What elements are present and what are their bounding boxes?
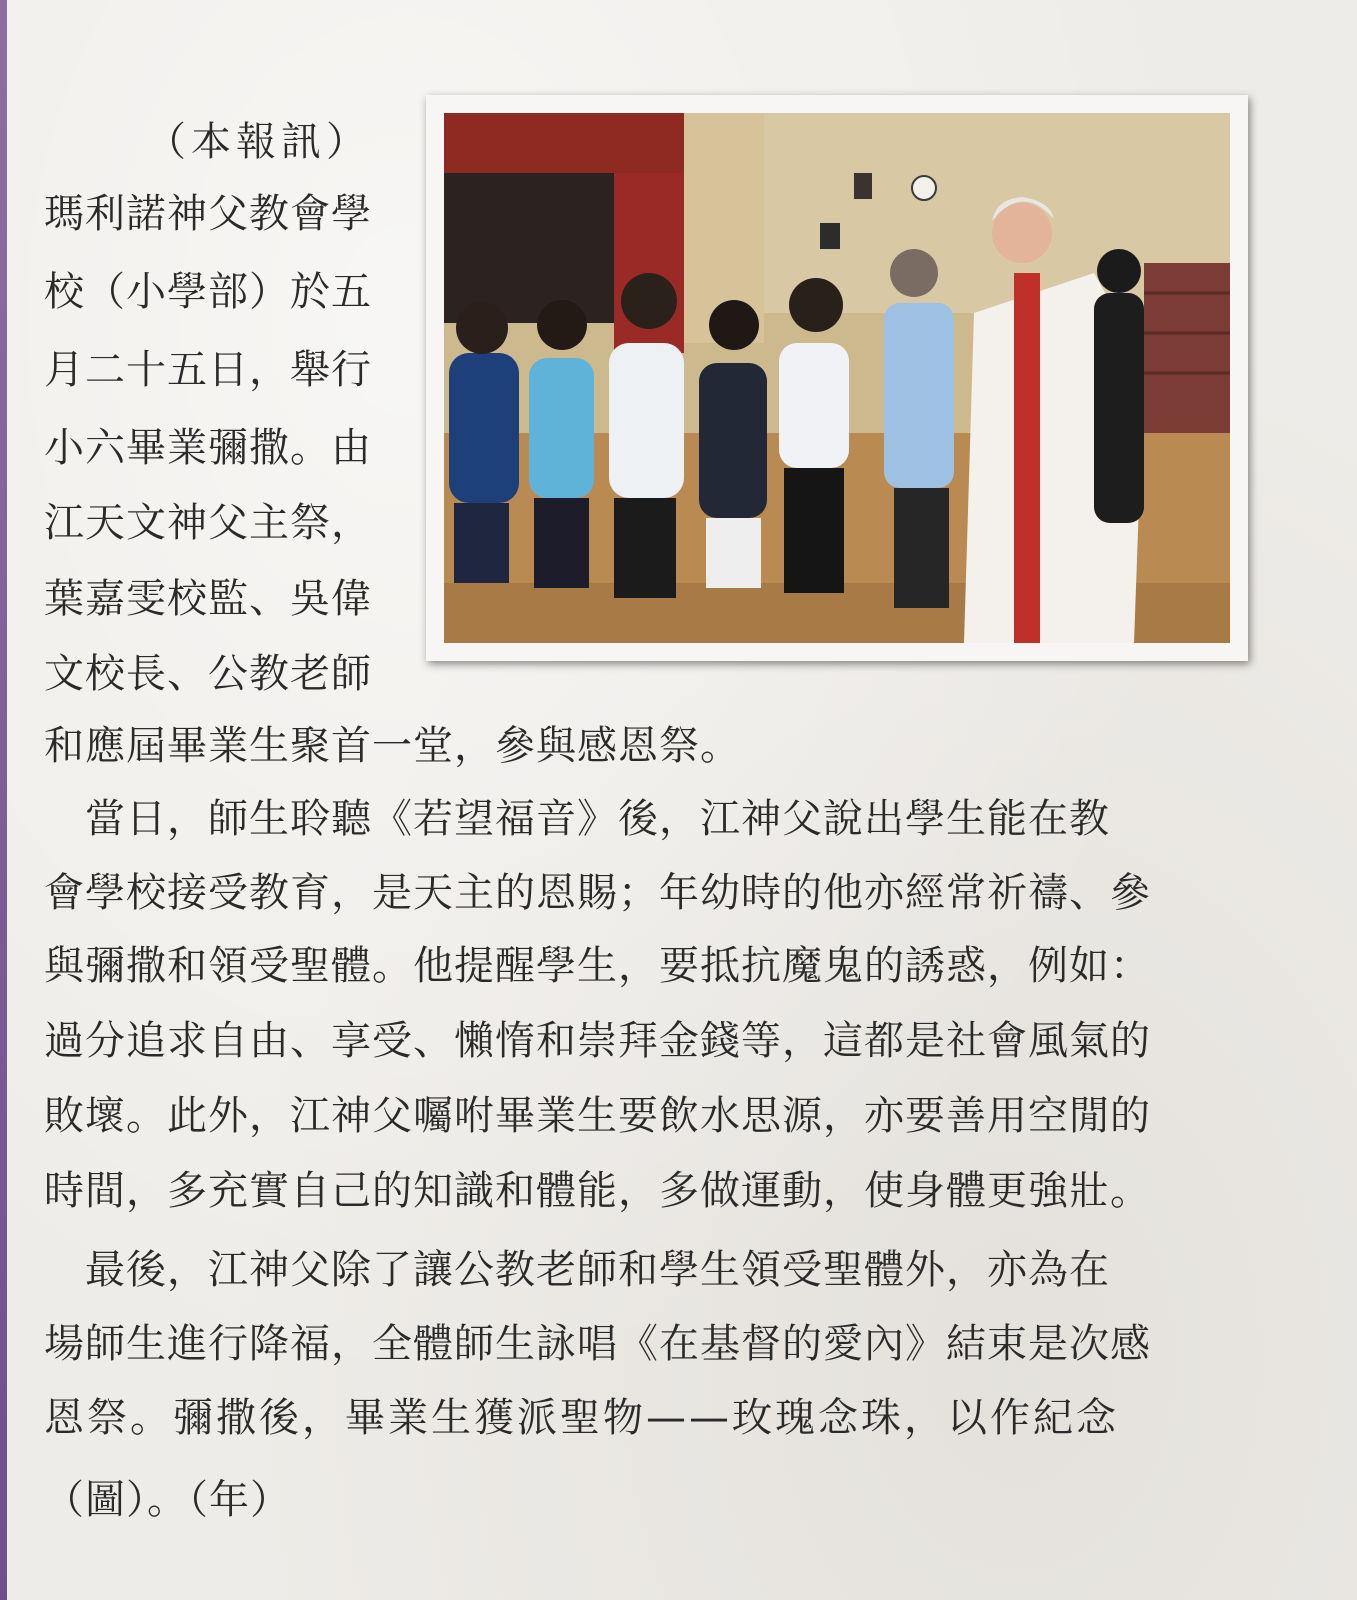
article-text-line: 會學校接受教育，是天主的恩賜；年幼時的他亦經常祈禱、參: [44, 870, 1151, 916]
article-text-line: 敗壞。此外，江神父囑咐畢業生要飲水思源，亦要善用空閒的: [44, 1093, 1151, 1139]
article-text-line: 場師生進行降福，全體師生詠唱《在基督的愛內》結束是次感: [44, 1321, 1151, 1367]
article-text-line: 與彌撒和領受聖體。他提醒學生，要抵抗魔鬼的誘惑，例如：: [44, 943, 1151, 989]
article-text-line: 月二十五日，舉行: [44, 347, 372, 393]
photo-illustration: [444, 113, 1230, 643]
article-text-line: 過分追求自由、享受、懶惰和崇拜金錢等，這都是社會風氣的: [44, 1018, 1151, 1064]
page-edge-stripe: [0, 0, 7, 1600]
article-text-line: 文校長、公教老師: [44, 651, 372, 697]
article-text-line: 葉嘉雯校監、吳偉: [44, 576, 372, 622]
article-text-line: 時間，多充實自己的知識和體能，多做運動，使身體更強壯。: [44, 1168, 1151, 1214]
article-text-line: 小六畢業彌撒。由: [44, 425, 372, 471]
article-photo: [444, 113, 1230, 643]
article-text-line: 最後，江神父除了讓公教老師和學生領受聖體外，亦為在: [44, 1247, 1110, 1293]
article-text-line: 和應屆畢業生聚首一堂，參與感恩祭。: [44, 723, 741, 769]
article-text-line: 江天文神父主祭，: [44, 500, 372, 546]
article-text-line: 校（小學部）於五: [44, 269, 372, 315]
article-text-line: 當日，師生聆聽《若望福音》後，江神父說出學生能在教: [44, 796, 1110, 842]
article-text-line: 瑪利諾神父教會學: [44, 191, 372, 237]
article-text-line: 恩祭。彌撒後，畢業生獲派聖物——玫瑰念珠，以作紀念: [44, 1395, 1119, 1441]
article-byline: （本報訊）: [146, 119, 371, 165]
article-photo-frame: [426, 95, 1248, 661]
article-text-line: （圖）。（年）: [44, 1477, 291, 1523]
